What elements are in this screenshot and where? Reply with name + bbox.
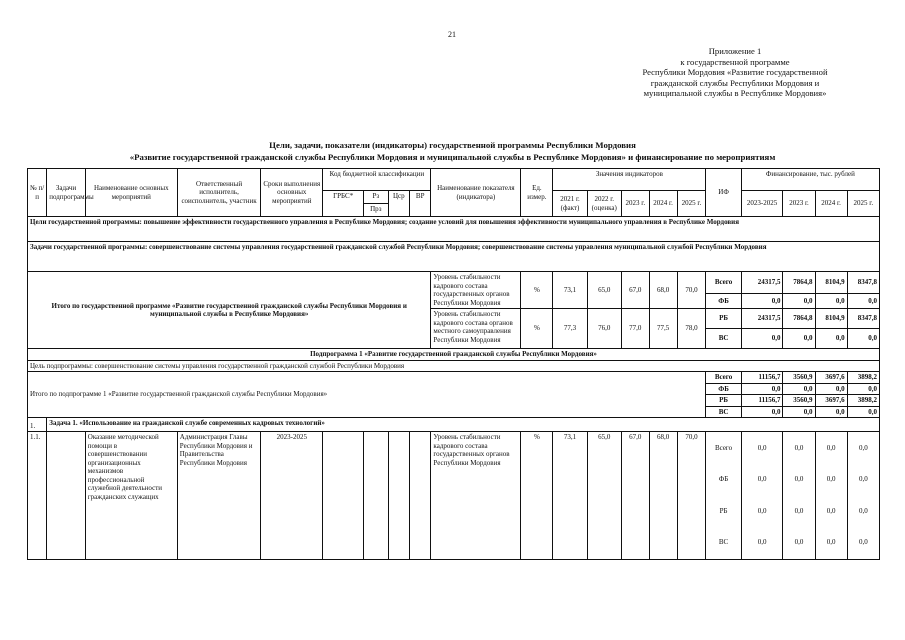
title-line: «Развитие государственной гражданской службы Республики Мордовия и муниципальной службы в Республике Мордовия» и финансирование по мероприятиям [129, 151, 776, 162]
item-executor: Администрация Главы Республики Мордовия и Правительства Республики Мордовия [177, 432, 260, 560]
subprogram-goal: Цель подпрограммы: совершенствование системы управления государственной гражданской службой Республики Мордовия [28, 360, 880, 372]
fin-if: ВС [706, 329, 741, 349]
header-tasks: Задачи подпрограммы [47, 169, 86, 217]
program-indicator-1-2021: 73,1 [553, 272, 587, 309]
item-value-2023: 67,0 [621, 432, 649, 560]
fin-2025: 8347,8 [847, 309, 879, 329]
fin-2025: 0,0 [847, 293, 879, 308]
fin-2025: 8347,8 [847, 272, 879, 294]
subprogram-title: Подпрограмма 1 «Развитие государственной гражданской службы Республики Мордовия» [28, 349, 880, 361]
appendix-line: к государственной программе [680, 56, 790, 67]
fin-2023: 0,0 [794, 475, 804, 483]
fin-if: РБ [706, 309, 741, 329]
subprogram-total-label: Итого по подпрограмме 1 «Развитие государственной гражданской службы Республики Мордовия» [28, 372, 706, 418]
fin-2024: 0,0 [815, 293, 847, 308]
fin-2024: 8104,9 [815, 309, 847, 329]
item-task-cell [47, 432, 86, 560]
document-title [20, 140, 885, 163]
task1-label: Задача 1. «Использование на гражданской службе современных кадровых технологий» [47, 418, 880, 432]
item-value-2022: 65,0 [587, 432, 621, 560]
fin-2023: 3560,9 [783, 372, 815, 384]
fin-2025: 3898,2 [847, 395, 879, 407]
fin-if: ВС [718, 538, 729, 546]
fin-2025: 0,0 [858, 475, 868, 483]
program-indicator-2-2023: 77,0 [621, 309, 649, 349]
header-f2023: 2023 г. [783, 191, 815, 217]
fin-2024: 0,0 [826, 443, 836, 452]
program-indicator-2-unit: % [521, 309, 553, 349]
header-rz: Рз [363, 191, 388, 204]
goal-row: Цели государственной программы: повышение эффективности государственного управления в Республике Мордовия; создание условий для повышения эффективности муниципального управления в Республике Мордовия [28, 217, 880, 242]
fin-2025: 0,0 [847, 329, 879, 349]
fin-2023: 7864,8 [783, 309, 815, 329]
program-indicator-1-2024: 68,0 [649, 272, 677, 309]
fin-if: Всего [714, 443, 733, 452]
header-f2024: 2024 г. [815, 191, 847, 217]
fin-total: 0,0 [741, 383, 783, 395]
page-number: 21 [448, 30, 456, 39]
header-financing: Финансирование, тыс. рублей [741, 169, 879, 191]
header-vr: ВР [409, 191, 430, 217]
item-term: 2023-2025 [261, 432, 323, 560]
fin-if: ФБ [706, 293, 741, 308]
task-row: Задачи государственной программы: совершенствование системы управления государственной гражданской службой Республики Мордовия; совершенствование системы управления муниципальной службой Республики Мордовия [28, 242, 880, 272]
fin-if: Всего [706, 272, 741, 294]
fin-2023: 0,0 [783, 329, 815, 349]
header-f2023-2025: 2023-2025 [741, 191, 783, 217]
header-num: № п/п [28, 169, 47, 217]
program-indicator-1-2025: 70,0 [677, 272, 706, 309]
program-indicator-1-2023: 67,0 [621, 272, 649, 309]
program-indicator-1: Уровень стабильности кадрового состава государственных органов Республики Мордовия [431, 272, 521, 309]
item-value-2025: 70,0 [677, 432, 706, 560]
item-fin-2024-cell [815, 432, 847, 560]
item-unit: % [521, 432, 553, 560]
header-prz: Прз [363, 204, 388, 217]
appendix-line: Приложение 1 [708, 46, 762, 56]
item-rz-prz [363, 432, 388, 560]
fin-2025: 0,0 [847, 383, 879, 395]
header-executors: Ответственный исполнитель, соисполнитель, участник [177, 169, 260, 217]
header-terms: Сроки выполнения основных мероприятий [261, 169, 323, 217]
appendix-line: Республики Мордовия «Развитие государственной [642, 67, 828, 77]
fin-total: 0,0 [741, 293, 783, 308]
item-num: 1.1. [28, 432, 47, 560]
fin-2024: 0,0 [826, 475, 836, 483]
program-indicator-2-2022: 76,0 [587, 309, 621, 349]
fin-2025: 3898,2 [847, 372, 879, 384]
fin-total: 0,0 [757, 475, 767, 483]
fin-2024: 3697,6 [815, 372, 847, 384]
item-grbs [323, 432, 364, 560]
program-indicator-2-2025: 78,0 [677, 309, 706, 349]
fin-total: 0,0 [757, 443, 767, 452]
header-indicator: Наименование показателя (индикатора) [431, 169, 521, 217]
header-csr: Цср [388, 191, 409, 217]
fin-2024: 0,0 [826, 538, 836, 546]
fin-if: ФБ [706, 383, 741, 395]
fin-if: РБ [719, 506, 728, 515]
fin-2024: 0,0 [815, 329, 847, 349]
fin-2023: 7864,8 [783, 272, 815, 294]
fin-2023: 0,0 [783, 406, 815, 418]
header-if: ИФ [706, 169, 741, 217]
program-indicator-2-2024: 77,5 [649, 309, 677, 349]
appendix-block [610, 46, 860, 99]
fin-if: ВС [706, 406, 741, 418]
program-indicator-2-2021: 77,3 [553, 309, 587, 349]
fin-2025: 0,0 [847, 406, 879, 418]
fin-total: 11156,7 [741, 395, 783, 407]
program-total-label: Итого по государственной программе «Развитие государственной гражданской службы Республики Мордовия и муниципальной службы в Республике Мордовия» [28, 272, 431, 349]
item-value-2024: 68,0 [649, 432, 677, 560]
fin-total: 0,0 [757, 506, 767, 515]
task1-num: 1. [28, 418, 47, 432]
fin-2023: 0,0 [794, 538, 804, 546]
fin-2023: 0,0 [794, 443, 804, 452]
fin-2024: 0,0 [815, 383, 847, 395]
header-y2024: 2024 г. [649, 191, 677, 217]
fin-total: 24317,5 [741, 309, 783, 329]
program-indicator-1-2022: 65,0 [587, 272, 621, 309]
item-indicator: Уровень стабильности кадрового состава государственных органов Республики Мордовия [431, 432, 521, 560]
program-indicator-2: Уровень стабильности кадрового состава органов местного самоуправления Республики Мордовия [431, 309, 521, 349]
fin-if: Всего [706, 372, 741, 384]
header-y2021: 2021 г. (факт) [553, 191, 587, 217]
fin-if: РБ [706, 395, 741, 407]
header-activities: Наименование основных мероприятий [85, 169, 177, 217]
item-value-2021: 73,1 [553, 432, 587, 560]
item-fin-2023-cell [783, 432, 815, 560]
fin-2023: 0,0 [783, 293, 815, 308]
fin-total: 11156,7 [741, 372, 783, 384]
fin-total: 0,0 [741, 406, 783, 418]
fin-total: 0,0 [741, 329, 783, 349]
item-activity: Оказание методической помощи в совершенствовании организационных механизмов профессиональной служебной деятельности гражданских служащих [85, 432, 177, 560]
title-line: Цели, задачи, показатели (индикаторы) государственной программы Республики Мордовия [269, 140, 636, 150]
fin-total: 24317,5 [741, 272, 783, 294]
item-csr [388, 432, 409, 560]
fin-2023: 3560,9 [783, 395, 815, 407]
header-unit: Ед. измер. [521, 169, 553, 217]
fin-2025: 0,0 [858, 506, 868, 515]
fin-2024: 3697,6 [815, 395, 847, 407]
item-fin-if-cell [706, 432, 741, 560]
fin-2024: 0,0 [826, 506, 836, 515]
appendix-line: муниципальной службы в Республике Мордовия» [643, 88, 827, 98]
program-indicator-1-unit: % [521, 272, 553, 309]
appendix-line: гражданской службы Республики Мордовия и [650, 77, 820, 88]
fin-total: 0,0 [757, 538, 767, 546]
fin-2023: 0,0 [794, 506, 804, 515]
item-vr [409, 432, 430, 560]
header-y2022: 2022 г. (оценка) [587, 191, 621, 217]
header-y2023: 2023 г. [621, 191, 649, 217]
fin-if: ФБ [718, 475, 729, 483]
item-fin-total-cell [741, 432, 783, 560]
header-f2025: 2025 г. [847, 191, 879, 217]
fin-2025: 0,0 [858, 538, 868, 546]
header-y2025: 2025 г. [677, 191, 706, 217]
fin-2023: 0,0 [783, 383, 815, 395]
header-grbs: ГРБС* [323, 191, 364, 217]
item-fin-2025-cell [847, 432, 879, 560]
header-indicator-values: Значения индикаторов [553, 169, 706, 191]
header-budget-code: Код бюджетной классификации [323, 169, 431, 191]
fin-2024: 8104,9 [815, 272, 847, 294]
fin-2024: 0,0 [815, 406, 847, 418]
fin-2025: 0,0 [858, 443, 868, 452]
program-table [27, 168, 880, 560]
